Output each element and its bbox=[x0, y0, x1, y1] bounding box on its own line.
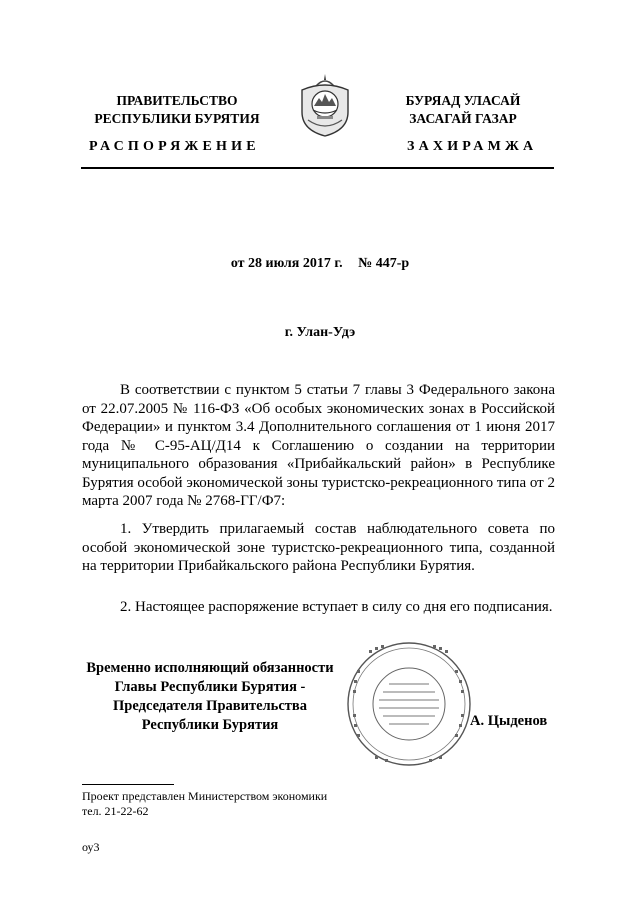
order-number: № 447-р bbox=[358, 256, 410, 271]
official-round-stamp-icon bbox=[345, 640, 473, 768]
signatory-line2: Главы Республики Бурятия - bbox=[114, 679, 306, 695]
signatory-name: А. Цыденов bbox=[470, 713, 548, 729]
footer-prepared-by: Проект представлен Министерством экономики bbox=[82, 789, 328, 803]
buryatia-coat-of-arms-icon bbox=[298, 72, 352, 138]
footer-divider bbox=[82, 784, 174, 785]
signatory-line3: Председателя Правительства bbox=[113, 698, 307, 714]
footer-note bbox=[82, 789, 327, 819]
header-left-block bbox=[82, 92, 272, 128]
signatory-line4: Республики Бурятия bbox=[141, 717, 279, 733]
header-right-line2: ЗАСАГАЙ ГАЗАР bbox=[409, 111, 517, 126]
order-city: г. Улан-Удэ bbox=[284, 325, 356, 340]
header-left-line2: РЕСПУБЛИКИ БУРЯТИЯ bbox=[94, 111, 260, 126]
header-left-line1: ПРАВИТЕЛЬСТВО bbox=[116, 93, 238, 108]
doc-title-buryat: ЗАХИРАМЖА bbox=[407, 139, 538, 154]
header-right-block bbox=[372, 92, 554, 128]
footer-phone: тел. 21-22-62 bbox=[82, 804, 149, 818]
order-date-line bbox=[0, 256, 640, 272]
header-right-line1: БУРЯАД УЛАСАЙ bbox=[405, 93, 521, 108]
order-date: от 28 июля 2017 г. bbox=[230, 256, 343, 271]
preamble-paragraph: В соответствии с пунктом 5 статьи 7 главы 3 Федерального закона от 22.07.2005 № 116-ФЗ «Об особых экономических зонах в Российской Федерации» и пунктом 3.4 Дополнительного соглашения от 1 июня 2017 года № С-95-АЦ/Д14 к Соглашению о создании на территории муниципального образования «Прибайкальский район» в Республике Бурятия особой экономической зоны туристско-рекреационного типа от 2 марта 2007 года № 2768-ГГ/Ф7: bbox=[82, 382, 555, 509]
item-2-paragraph: 2. Настоящее распоряжение вступает в силу со дня его подписания. bbox=[120, 599, 553, 615]
signatory-line1: Временно исполняющий обязанности bbox=[86, 660, 334, 676]
footer-code: оу3 bbox=[82, 840, 100, 854]
signatory-title bbox=[82, 659, 338, 735]
header-divider bbox=[81, 167, 554, 169]
item-1-paragraph: 1. Утвердить прилагаемый состав наблюдательного совета по особой экономической зоне туристско-рекреационного типа, созданной на территории Прибайкальского района Республики Бурятия. bbox=[82, 521, 555, 574]
doc-title-russian: РАСПОРЯЖЕНИЕ bbox=[89, 139, 260, 154]
